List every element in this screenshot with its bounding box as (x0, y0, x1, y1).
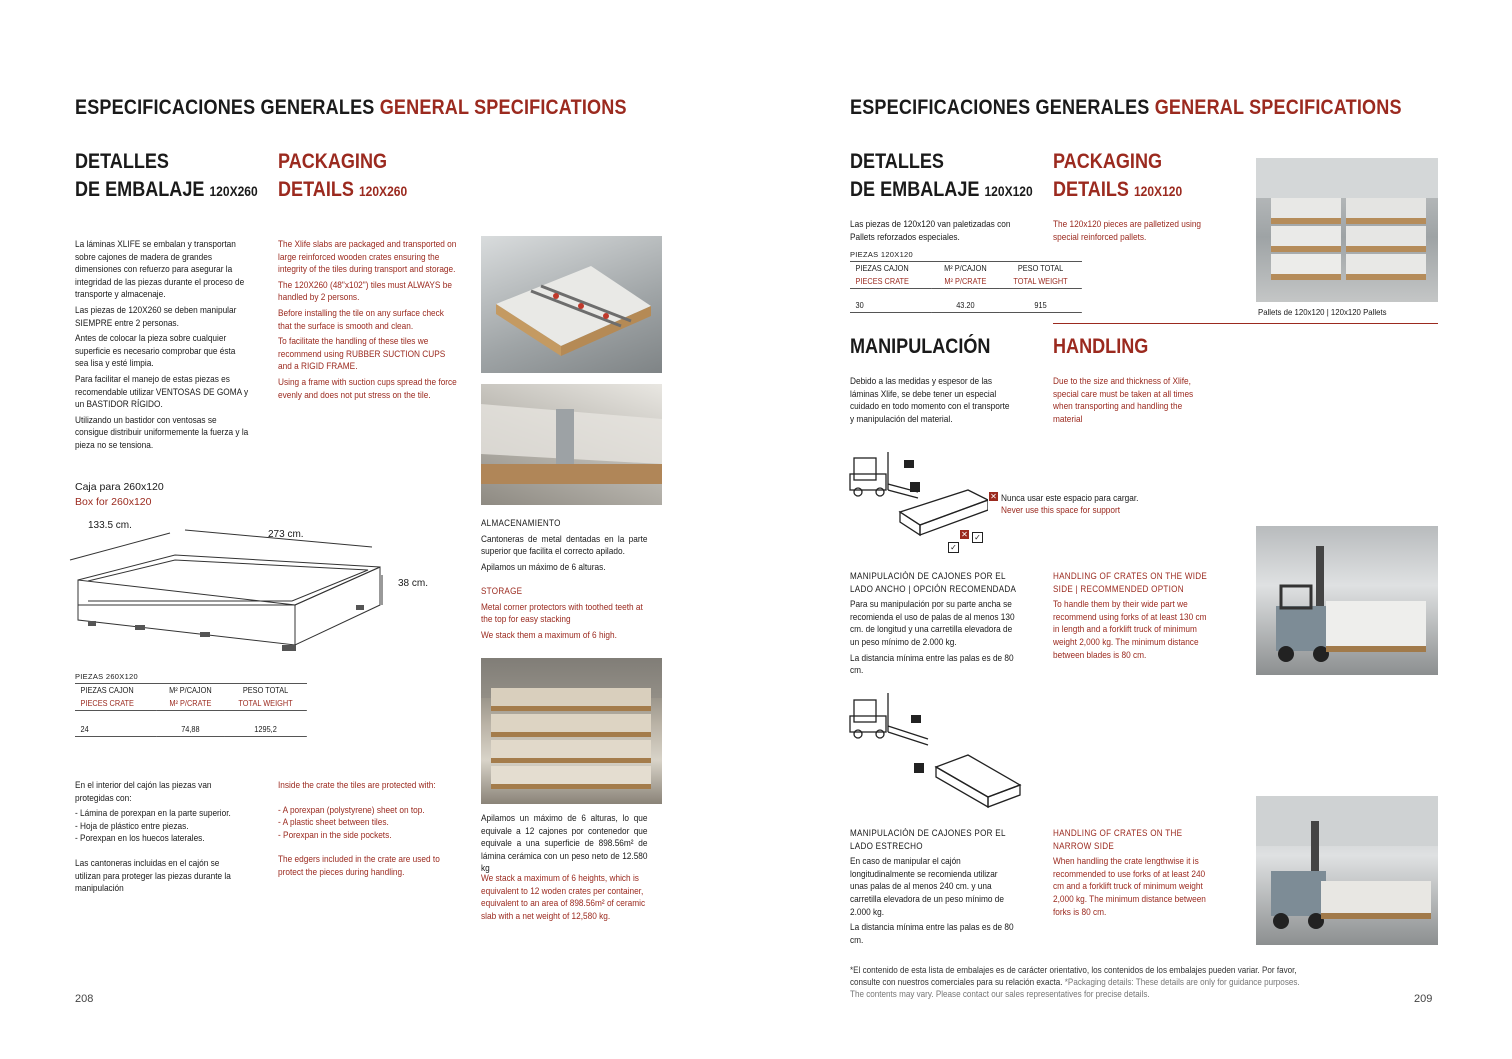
handling-title-en: HANDLING (1053, 335, 1149, 358)
left-header-es: ESPECIFICACIONES GENERALES (75, 96, 375, 119)
table-header-en: TOTAL WEIGHT (1013, 277, 1068, 286)
table-header-en: M² P/CRATE (944, 277, 987, 286)
box-caption (75, 480, 164, 510)
forklift-narrow-diagram (848, 685, 1028, 810)
right-header (850, 96, 1402, 120)
inside-es-outro: Las cantoneras incluidas en el cajón se utilizan para proteger las piezas durante la manipulación (75, 857, 231, 894)
inside-en-item: - A porexpan (polystyrene) sheet on top. (278, 804, 425, 815)
left-title-en-line2: DETAILS (278, 178, 354, 201)
left-header-en: GENERAL SPECIFICATIONS (379, 96, 627, 119)
pallets-photo (1256, 158, 1438, 302)
right-intro-es: Las piezas de 120x120 van paletizadas con Pallets reforzados especiales. (850, 219, 1011, 242)
table-header: M² P/CAJON (169, 686, 212, 695)
handling-en: Due to the size and thickness of Xlife, special care must be taken at all times when transporting and handling the material (1053, 376, 1194, 424)
narrow-es-text: La distancia mínima entre las palas es de 80 cm. (850, 922, 1014, 945)
left-title-en (278, 148, 407, 205)
table-header: PESO TOTAL (242, 686, 289, 695)
wide-es (850, 570, 1017, 680)
narrow-en-text: When handling the crate lengthwise it is recommended to use forks of at least 240 cm and a forklift truck of minimum weight 2,000 kg. The minimum distance between forks is 80 cm. (1053, 856, 1206, 917)
right-header-es: ESPECIFICACIONES GENERALES (850, 96, 1150, 119)
right-title-en-size: 120X120 (1133, 183, 1183, 199)
inside-es-intro: En el interior del cajón las piezas van protegidas con: (75, 780, 212, 803)
stacked-crates-photo (481, 658, 662, 804)
right-title-es-line1: DETALLES (850, 150, 944, 173)
left-title-en-line1: PACKAGING (278, 150, 388, 173)
check-icons (950, 490, 990, 552)
footnote-en: *Packaging details: These details are only for guidance purposes. The contents may vary. Please contact our sales representatives for precise details. (850, 977, 1300, 999)
crate-box-drawing (60, 515, 460, 660)
right-title-en-line2: DETAILS (1053, 178, 1129, 201)
table-header: PIEZAS CAJON (80, 686, 134, 695)
wide-es-text: Para su manipulación por su parte ancha se recomienda el uso de palas de al menos 130 cm. de longitud y una carretilla elevadora de un peso mínimo de 2.000 kg. (850, 599, 1015, 647)
box-caption-es: Caja para 260x120 (75, 481, 164, 493)
table-title: PIEZAS 120X120 (850, 250, 913, 259)
storage-es-text: Cantoneras de metal dentadas en la parte superior que facilita el correcto apilado. (481, 533, 648, 557)
right-intro-en: The 120x120 pieces are palletized using special reinforced pallets. (1053, 219, 1202, 242)
table-header-en: TOTAL WEIGHT (238, 699, 293, 708)
pallets-caption: Pallets de 120x120 | 120x120 Pallets (1258, 307, 1387, 317)
table-header: PIEZAS CAJON (855, 264, 909, 273)
left-title-en-size: 120X260 (358, 183, 408, 199)
right-title-en-line1: PACKAGING (1053, 150, 1163, 173)
wide-en-title: HANDLING OF CRATES ON THE WIDE SIDE | RECOMMENDED OPTION (1053, 571, 1208, 594)
table-header-en: M² P/CRATE (169, 699, 212, 708)
left-title-es (75, 148, 258, 205)
inside-en-item: - A plastic sheet between tiles. (278, 817, 389, 828)
page-number-left: 208 (75, 993, 94, 1005)
intro-es-paragraph: Para facilitar el manejo de estas piezas es recomendable utilizar VENTOSAS DE GOMA y un BASTIDOR RÍGIDO. (75, 373, 249, 410)
dim-height: 38 cm. (398, 578, 429, 589)
table-header: M² P/CAJON (944, 264, 987, 273)
right-header-en: GENERAL SPECIFICATIONS (1154, 96, 1402, 119)
left-title-es-line1: DETALLES (75, 150, 169, 173)
table-cell: 30 (855, 301, 864, 310)
left-intro-en (278, 238, 458, 404)
wide-es-title: MANIPULACIÓN DE CAJONES POR EL LADO ANCHO | OPCIÓN RECOMENDADA (850, 571, 1017, 594)
forklift-narrow-photo (1256, 796, 1438, 945)
right-title-en (1053, 148, 1182, 205)
intro-en-paragraph: The Xlife slabs are packaged and transported on large reinforced wooden crates ensuring the integrity of the tiles during transport and storage. (278, 239, 457, 275)
storage-en (481, 585, 648, 644)
warn-es: Nunca usar este espacio para cargar. (1001, 493, 1139, 503)
handling-es: Debido a las medidas y espesor de las láminas Xlife, se debe tener un especial cuidado en todo momento con el transporte y manipulación del material. (850, 376, 1010, 424)
table-spacer (850, 289, 1082, 300)
right-title-es (850, 148, 1033, 205)
storage-en-text: We stack them a maximum of 6 high. (481, 629, 617, 640)
narrow-es-text: En caso de manipular el cajón longitudinalmente se recomienda utilizar unas palas de al menos 240 cm. y una carretilla elevadora de un peso mínimo de 2.000 kg. (850, 856, 1004, 917)
intro-en-paragraph: Using a frame with suction cups spread the force evenly and does not put stress on the tile. (278, 376, 457, 400)
narrow-en (1053, 827, 1215, 921)
table-cell: 24 (80, 725, 89, 734)
left-intro-es (75, 238, 251, 455)
intro-es-paragraph: Utilizando un bastidor con ventosas se consigue distribuir uniformemente la fuerza y la pieza no se tensiona. (75, 414, 249, 450)
right-title-es-size: 120X120 (984, 183, 1033, 199)
cross-icon: ✕ (990, 492, 997, 501)
table-cell: 915 (1034, 301, 1047, 310)
footnote-es: *El contenido de esta lista de embalajes es de carácter orientativo, los contenidos de los embalajes pueden variar. Por favor, consulte con nuestros comerciales para su relación exacta. (850, 965, 1297, 987)
section-divider (1053, 323, 1438, 324)
stack-es: Apilamos un máximo de 6 alturas, lo que equivale a 12 cajones por contenedor que equivale a una superficie de 898.56m² de lámina cerámica con un peso neto de 12.580 kg (481, 813, 648, 874)
narrow-en-title: HANDLING OF CRATES ON THE NARROW SIDE (1053, 828, 1183, 851)
storage-es-title: ALMACENAMIENTO (481, 518, 561, 528)
storage-en-text: Metal corner protectors with toothed teeth at the top for easy stacking (481, 601, 643, 625)
storage-en-title: STORAGE (481, 586, 523, 596)
check-icon: ✓ (948, 542, 959, 553)
intro-en-paragraph: Before installing the tile on any surface check that the surface is smooth and clean. (278, 307, 444, 331)
inside-en-item: - Porexpan in the side pockets. (278, 829, 392, 840)
inside-es (75, 779, 242, 898)
wide-en (1053, 570, 1215, 664)
left-header (75, 96, 627, 120)
intro-en-paragraph: To facilitate the handling of these tiles we recommend using RUBBER SUCTION CUPS and a RIGID FRAME. (278, 336, 446, 372)
intro-es-paragraph: Las piezas de 120X260 se deben manipular SIEMPRE entre 2 personas. (75, 304, 237, 328)
inside-en (278, 779, 454, 882)
forklift-wide-photo (1256, 526, 1438, 675)
stack-en: We stack a maximum of 6 heights, which is equivalent to 12 woden crates per container, equivalent to an area of 898.56m² of ceramic slab with a net weight of 12,580 kg. (481, 873, 646, 921)
table-title: PIEZAS 260X120 (75, 672, 138, 681)
table-header: PESO TOTAL (1017, 264, 1064, 273)
check-icon: ✓ (972, 532, 983, 543)
page-number-right: 209 (1414, 993, 1433, 1005)
left-title-es-size: 120X260 (209, 183, 258, 199)
intro-es-paragraph: Antes de colocar la pieza sobre cualquier superficie es necesario comprobar que ésta sea lisa y esté limpia. (75, 333, 236, 369)
left-pieces-table (75, 672, 327, 737)
inside-es-item: - Lámina de porexpan en la parte superior. (75, 808, 231, 819)
narrow-es (850, 827, 1017, 949)
table-header-en: PIECES CRATE (80, 699, 134, 708)
intro-en-paragraph: The 120X260 (48"x102") tiles must ALWAYS be handled by 2 persons. (278, 279, 452, 303)
narrow-es-title: MANIPULACIÓN DE CAJONES POR EL LADO ESTRECHO (850, 828, 1006, 851)
footnote (850, 964, 1300, 1000)
wide-en-text: To handle them by their wide part we recommend using forks of at least 130 cm in length and a forklift truck of minimum weight 2,000 kg. The minimum distance between blades is 80 cm. (1053, 599, 1207, 660)
handling-title-es: MANIPULACIÓN (850, 335, 991, 358)
inside-es-item: - Hoja de plástico entre piezas. (75, 820, 189, 831)
box-caption-en: Box for 260x120 (75, 496, 152, 508)
right-pieces-table (850, 250, 1102, 313)
left-title-es-line2: DE EMBALAJE (75, 178, 205, 201)
dim-length: 273 cm. (268, 529, 304, 540)
table-cell: 43.20 (956, 301, 975, 310)
warn-en: Never use this space for support (1001, 505, 1121, 515)
crate-suction-frame-photo (481, 236, 662, 373)
table-header-en: PIECES CRATE (855, 277, 909, 286)
inside-es-item: - Porexpan en los huecos laterales. (75, 833, 205, 844)
storage-es (481, 517, 648, 576)
table-spacer (75, 711, 307, 724)
storage-es-text: Apilamos un máximo de 6 alturas. (481, 561, 606, 572)
table-cell: 74,88 (181, 725, 200, 734)
intro-es-paragraph: La láminas XLIFE se embalan y transportan sobre cajones de madera de grandes dimensiones con refuerzo para asegurar la integridad de las piezas durante el proceso de transporte y almacenaje. (75, 239, 245, 300)
inside-en-intro: Inside the crate the tiles are protected with: (278, 780, 436, 790)
dim-depth: 133.5 cm. (88, 520, 132, 531)
inside-en-outro: The edgers included in the crate are used to protect the pieces during handling. (278, 854, 440, 877)
table-cell: 1295,2 (254, 725, 277, 734)
right-title-es-line2: DE EMBALAJE (850, 178, 980, 201)
wide-es-text: La distancia mínima entre las palas es de 80 cm. (850, 652, 1014, 676)
corner-protector-photo (481, 384, 662, 505)
cross-icon: ✕ (961, 530, 968, 539)
